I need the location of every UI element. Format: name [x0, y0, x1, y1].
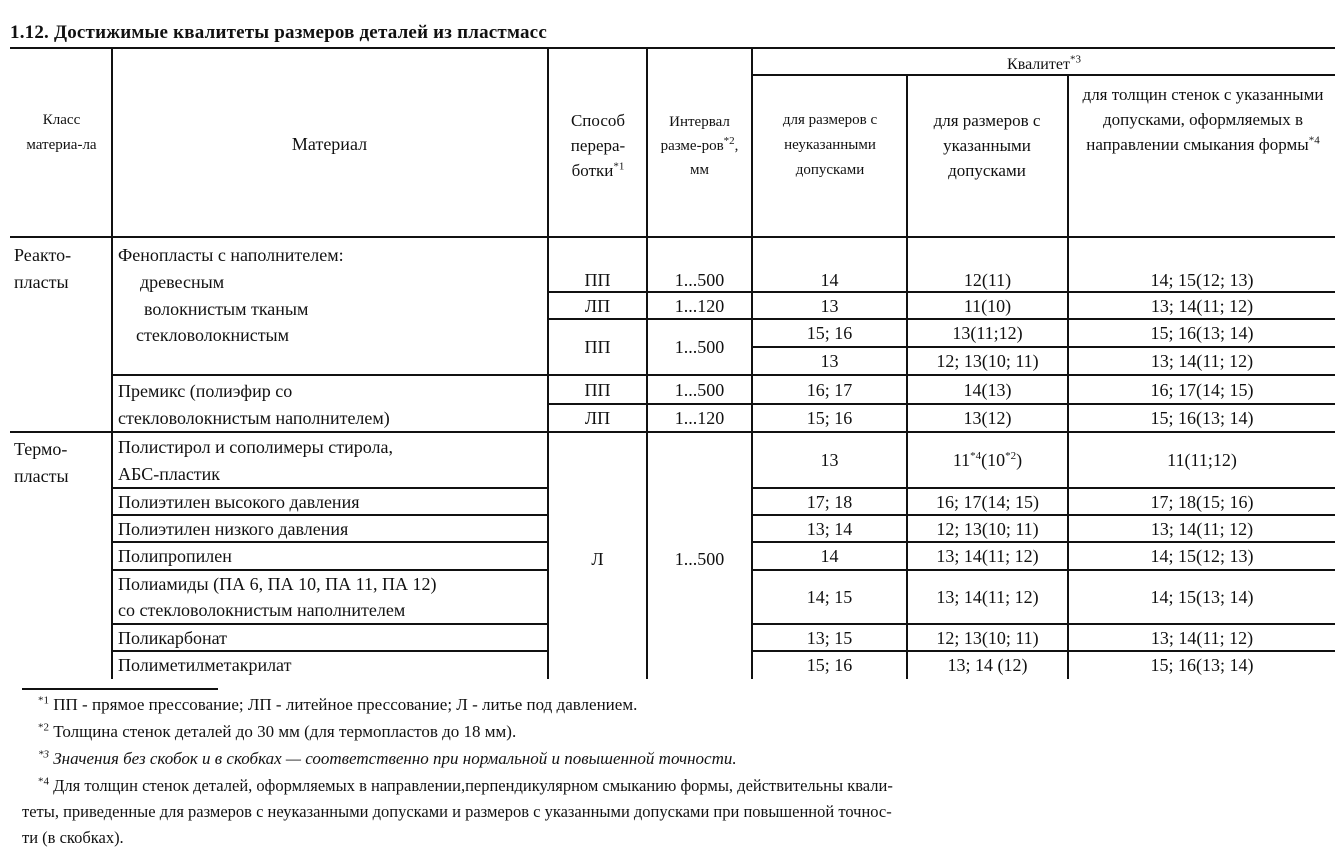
header-interval-text: Интервал разме-ров [660, 114, 730, 154]
thermo-r4-wall: 14; 15(12; 13) [1150, 546, 1254, 566]
thermo-r1-material-1: Полистирол и сополимеры стирола, [118, 437, 393, 457]
thermo-r1-spec-c: ) [1016, 450, 1023, 470]
thermo-r1-wall: 11(11;12) [1167, 450, 1237, 470]
thermo-r1-material-2: АБС-пластик [118, 464, 221, 484]
footnote-4-line-3: ти (в скобках). [22, 828, 124, 847]
header-col-spec: для размеров с указанными допусками [933, 111, 1041, 180]
header-interval [650, 110, 749, 182]
thermo-pc-wall: 13; 14(11; 12) [1150, 628, 1254, 648]
reacto-r4-spec: 14(13) [963, 380, 1012, 400]
thermo-pmma-unspec: 15; 16 [806, 655, 853, 675]
header-col-wall-text: для толщин стенок с указанными допусками, оформляемых в направлении смыкания формы [1082, 85, 1324, 154]
footnote-4-text-a: Для толщин стенок деталей, оформляемых в направлении,перпендикулярном смыканию формы, действительны квали- [53, 776, 893, 795]
thermo-r1-spec-b: (10 [981, 450, 1006, 470]
thermo-pa-wall: 14; 15(13; 14) [1150, 587, 1254, 607]
reacto-r4-unspec: 16; 17 [806, 380, 853, 400]
thermo-r3-spec: 12; 13(10; 11) [936, 519, 1039, 539]
thermo-pmma-wall: 15; 16(13; 14) [1150, 655, 1254, 675]
reacto-r2-interval: 1...500 [674, 337, 725, 357]
reacto-r2-method: ПП [584, 337, 611, 357]
reacto-r0-spec: 12(11) [963, 270, 1012, 290]
header-col-wall [1072, 82, 1334, 157]
thermo-r2-material: Полиэтилен высокого давления [118, 492, 360, 512]
thermo-pc-material: Поликарбонат [118, 628, 228, 648]
header-method-text: Способ перера-ботки [570, 111, 626, 180]
footnote-rule [22, 688, 218, 690]
reacto-r2-unspec: 15; 16 [806, 323, 853, 343]
footnote-1-mark: *1 [38, 694, 49, 707]
footnote-3-mark: *3 [38, 748, 49, 761]
reacto-r5-wall: 15; 16(13; 14) [1150, 408, 1254, 428]
reacto-group-label: Фенопласты с наполнителем: [118, 245, 344, 265]
reacto-r1-method: ЛП [584, 296, 611, 316]
reacto-r3-unspec: 13 [820, 351, 839, 371]
footnote-3 [38, 746, 737, 771]
thermo-r3-unspec: 13; 14 [806, 519, 853, 539]
class-reactoplasts: Реакто-пласты [14, 245, 72, 292]
class-thermoplasts: Термо-пласты [14, 439, 69, 486]
thermo-r1-spec-sup1: *4 [970, 450, 982, 462]
reacto-material-wood: древесным [140, 272, 225, 292]
reacto-r5-spec: 13(12) [963, 408, 1012, 428]
reacto-r0-wall: 14; 15(12; 13) [1150, 270, 1254, 290]
reacto-r0-interval: 1...500 [674, 270, 725, 290]
table-title: 1.12. Достижимые квалитеты размеров деталей из пластмасс [10, 22, 547, 43]
reacto-material-fabric: волокнистым тканым [144, 299, 309, 319]
reacto-r3-wall: 13; 14(11; 12) [1150, 351, 1254, 371]
thermo-pa-material-1: Полиамиды (ПА 6, ПА 10, ПА 11, ПА 12) [118, 574, 437, 594]
reacto-r5-method: ЛП [584, 408, 611, 428]
reacto-r2-wall: 15; 16(13; 14) [1150, 323, 1254, 343]
reacto-r3-spec: 12; 13(10; 11) [936, 351, 1039, 371]
reacto-r5-interval: 1...120 [674, 408, 725, 428]
header-col-unspec: для размеров с неуказанными допусками [782, 112, 878, 178]
title-rule [10, 47, 1335, 49]
thermo-r1-spec-a: 11 [952, 450, 971, 470]
reacto-r4-interval: 1...500 [674, 380, 725, 400]
reacto-r1-unspec: 13 [820, 296, 839, 316]
thermo-r4-spec: 13; 14(11; 12) [936, 546, 1039, 566]
header-class: Класс материа-ла [26, 112, 97, 153]
footnote-4 [38, 773, 893, 798]
thermo-r4-material: Полипропилен [118, 546, 232, 566]
thermo-r1-spec [908, 447, 1067, 474]
reacto-r5-unspec: 15; 16 [806, 408, 853, 428]
thermo-r2-spec: 16; 17(14; 15) [936, 492, 1039, 512]
thermo-method: Л [591, 549, 604, 569]
reacto-material-premix-2: стекловолокнистым наполнителем) [118, 408, 390, 428]
thermo-pc-unspec: 13; 15 [806, 628, 853, 648]
footnote-4-line-2: теты, приведенные для размеров с неуказанными допусками и размеров с указанными допусками при повышенной точнос- [22, 802, 892, 821]
reacto-r4-wall: 16; 17(14; 15) [1150, 380, 1254, 400]
thermo-pc-spec: 12; 13(10; 11) [936, 628, 1039, 648]
reacto-r0-unspec: 14 [820, 270, 839, 290]
thermo-pmma-spec: 13; 14 (12) [947, 655, 1028, 675]
footnote-2 [38, 719, 516, 744]
reacto-material-glass: стекловолокнистым [136, 325, 290, 345]
thermo-r3-material: Полиэтилен низкого давления [118, 519, 349, 539]
thermo-interval: 1...500 [674, 549, 725, 569]
thermo-r4-unspec: 14 [820, 546, 839, 566]
thermo-r1-unspec: 13 [820, 450, 839, 470]
thermo-r2-unspec: 17; 18 [806, 492, 853, 512]
header-interval-unit: , мм [690, 138, 739, 178]
footnote-4-mark: *4 [38, 775, 49, 788]
reacto-r4-method: ПП [584, 380, 611, 400]
thermo-r2-wall: 17; 18(15; 16) [1150, 492, 1254, 512]
header-method-sup: *1 [613, 160, 625, 173]
thermo-r1-spec-sup2: *2 [1005, 450, 1017, 462]
thermo-pa-unspec: 14; 15 [806, 587, 853, 607]
header-kvalitet-sup: *3 [1069, 53, 1081, 66]
thermo-pa-material-2: со стекловолокнистым наполнителем [118, 600, 406, 620]
reacto-material-premix-1: Премикс (полиэфир со [118, 381, 293, 401]
header-col-wall-sup: *4 [1308, 134, 1320, 147]
reacto-r1-wall: 13; 14(11; 12) [1150, 296, 1254, 316]
thermo-pa-spec: 13; 14(11; 12) [936, 587, 1039, 607]
footnote-1 [38, 692, 637, 717]
reacto-r1-spec: 11(10) [963, 296, 1012, 316]
header-interval-sup: *2 [723, 135, 735, 147]
footnote-1-text: ПП - прямое прессование; ЛП - литейное прессование; Л - литье под давлением. [53, 695, 638, 714]
thermo-r3-wall: 13; 14(11; 12) [1150, 519, 1254, 539]
footnote-3-text: Значения без скобок и в скобках — соответственно при нормальной и повышенной точности. [53, 749, 737, 768]
reacto-r0-method: ПП [584, 270, 611, 290]
thermo-pmma-material: Полиметилметакрилат [118, 655, 292, 675]
header-method [553, 108, 643, 183]
reacto-r1-interval: 1...120 [674, 296, 725, 316]
header-kvalitet-text: Квалитет [1007, 56, 1070, 73]
footnote-2-mark: *2 [38, 721, 49, 734]
reacto-r2-spec: 13(11;12) [952, 323, 1023, 343]
footnote-2-text: Толщина стенок деталей до 30 мм (для термопластов до 18 мм). [53, 722, 517, 741]
header-kvalitet [753, 53, 1335, 76]
header-material: Материал [291, 134, 368, 154]
